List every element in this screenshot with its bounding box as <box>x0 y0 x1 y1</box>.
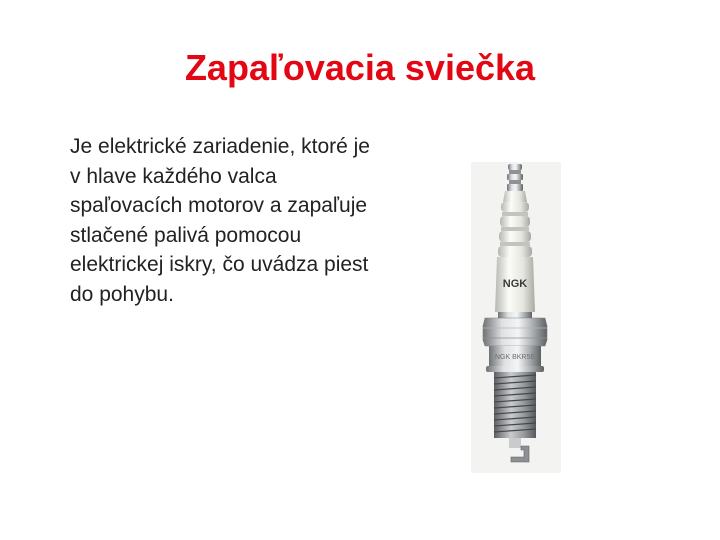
ngk-logo: NGK <box>502 278 528 290</box>
spark-plug-illustration <box>471 162 561 473</box>
thread-section <box>494 372 536 438</box>
body-paragraph: Je elektrické zariadenie, ktoré je v hlave každého valca spaľovacích motorov a zapaľuje stlačené palivá pomocou elektrickej iskry, čo uvádza piest do pohybu. <box>70 135 370 306</box>
terminal-nut <box>507 164 523 191</box>
ceramic-insulator <box>495 191 535 312</box>
slide-title: Zapaľovacia sviečka <box>184 47 536 88</box>
metal-shell <box>483 312 547 372</box>
spark-plug-photo <box>471 162 561 473</box>
electrode-tip <box>509 438 529 462</box>
shell-print: NGK BKR5E <box>494 354 536 361</box>
